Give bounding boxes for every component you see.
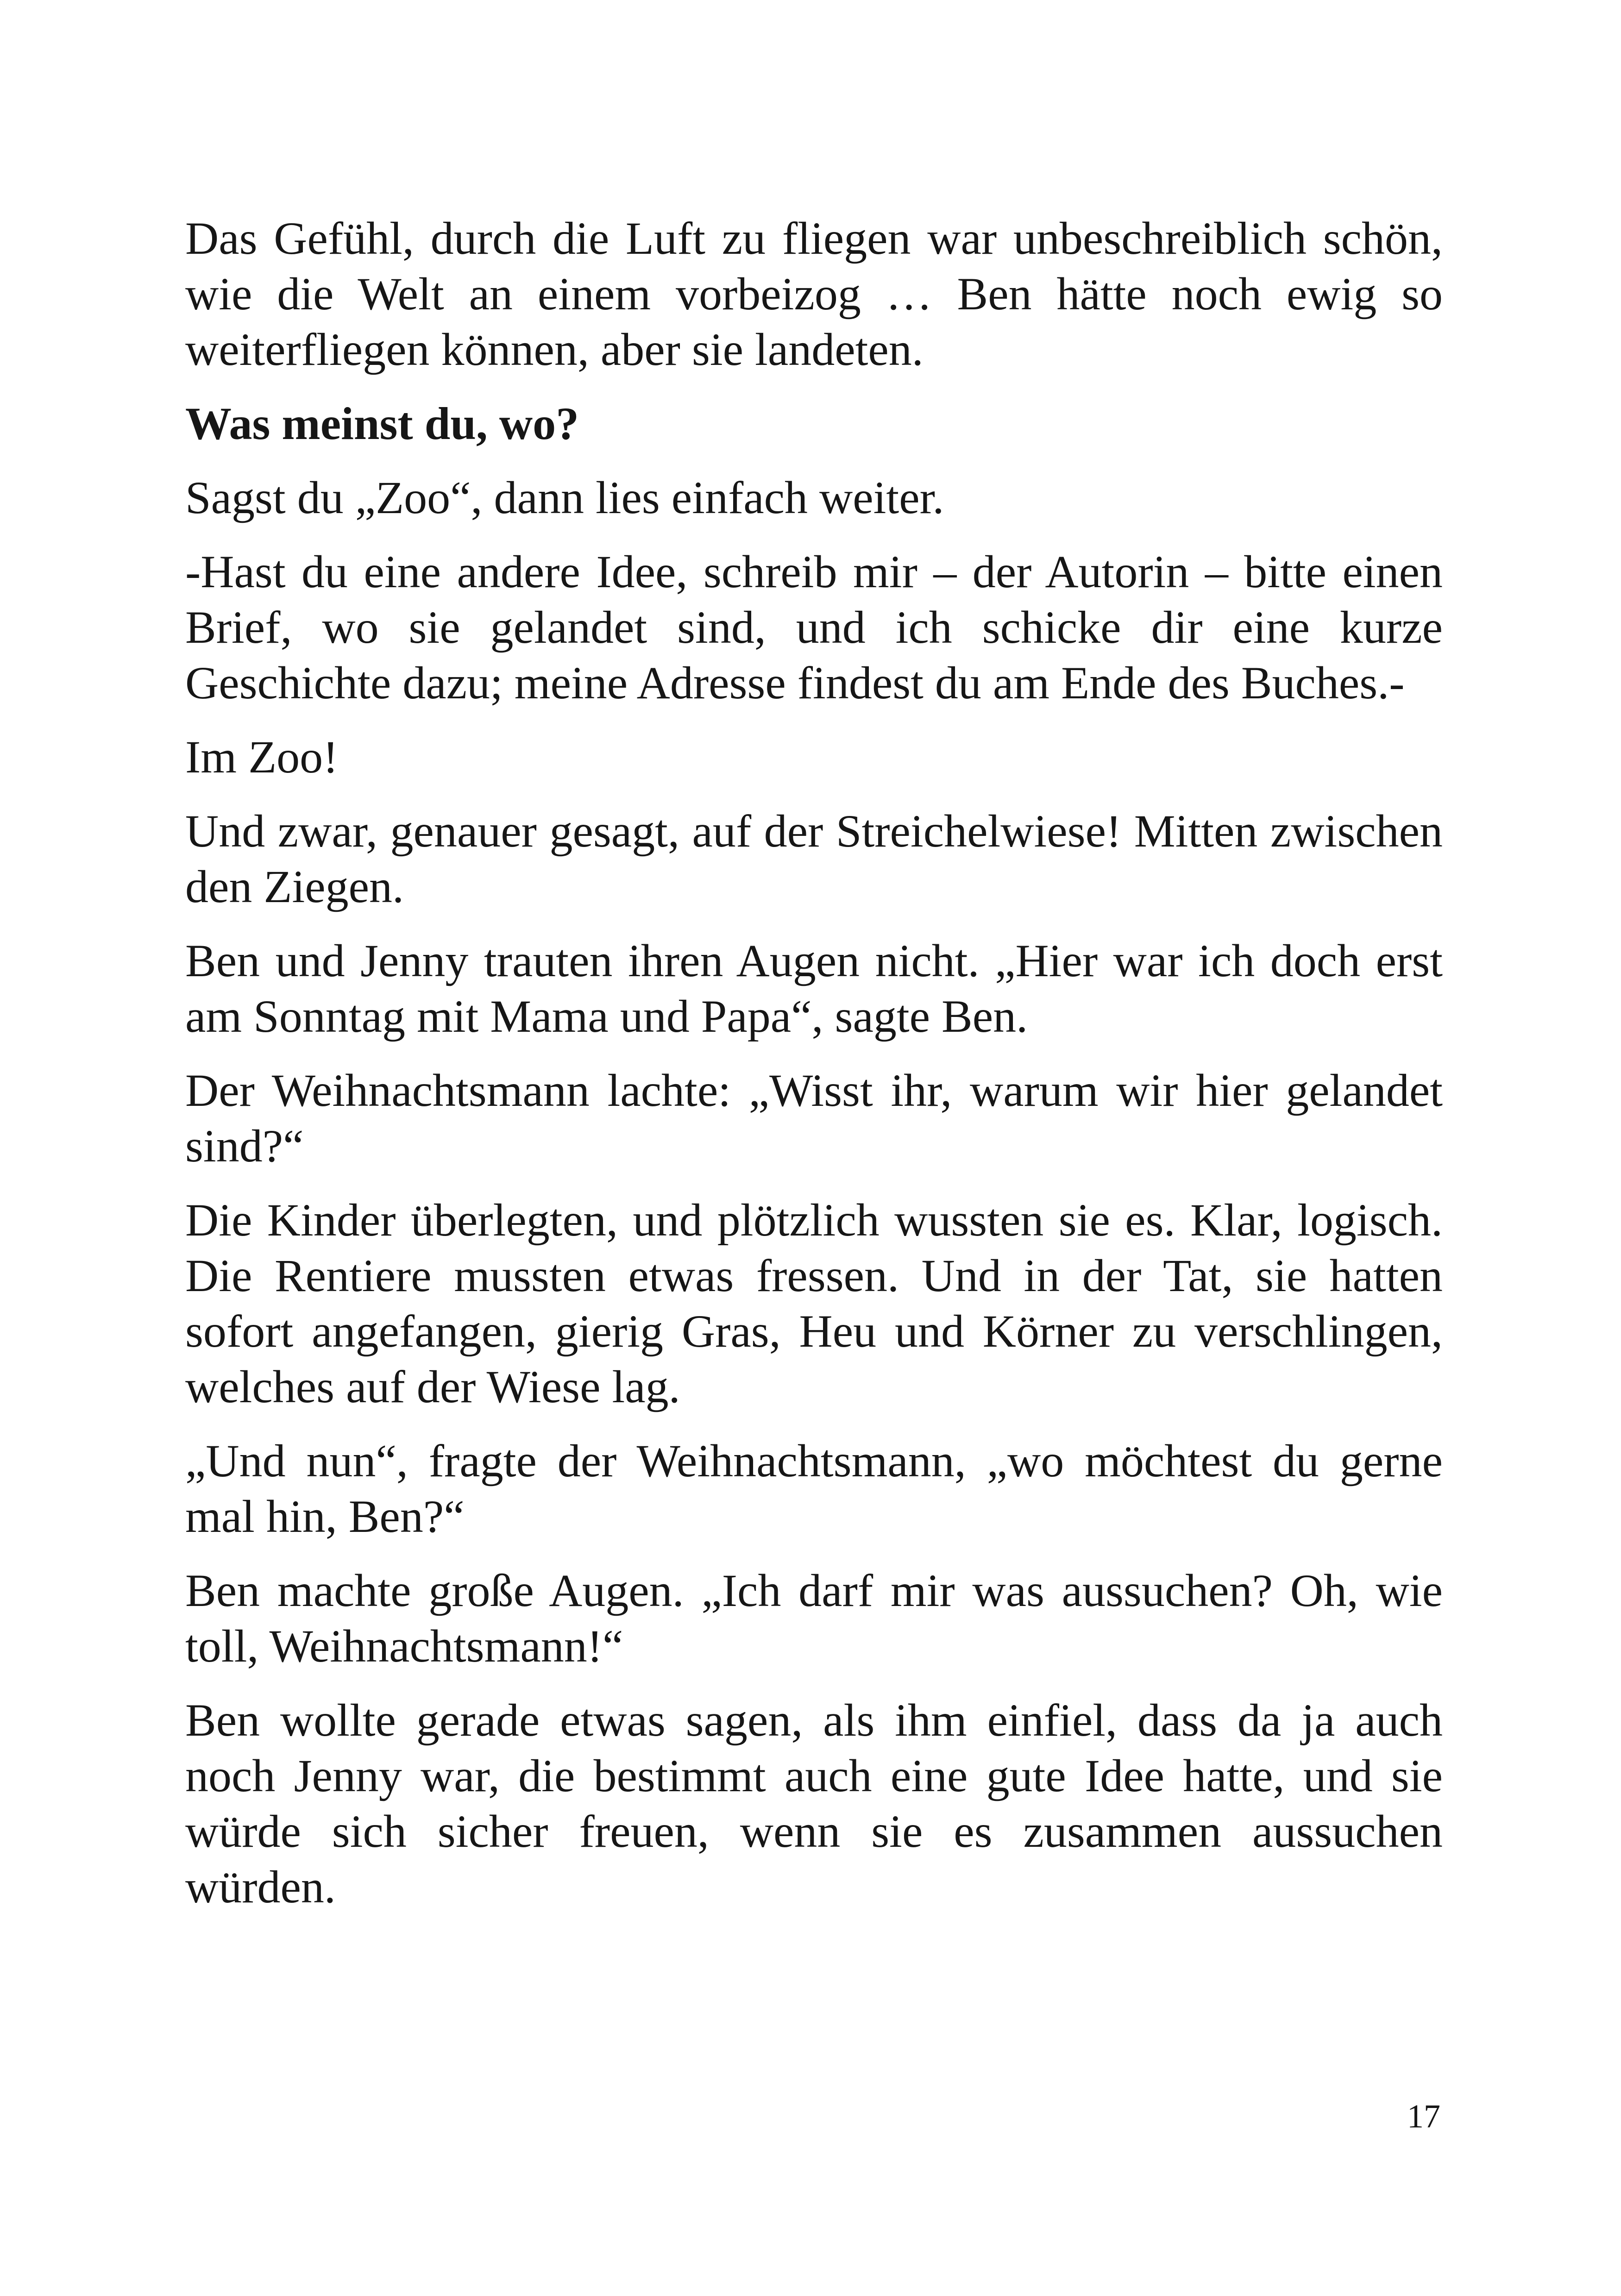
paragraph: Im Zoo!: [185, 731, 339, 783]
paragraph: „Und nun“, fragte der Weihnachtsmann, „wo möchtest du gerne mal hin, Ben?“: [185, 1435, 1443, 1542]
body-text: [185, 211, 1443, 1933]
paragraph: Ben machte große Augen. „Ich darf mir was aussuchen? Oh, wie toll, Weihnachtsmann!“: [185, 1565, 1443, 1672]
paragraph: Sagst du „Zoo“, dann lies einfach weiter.: [185, 472, 944, 523]
paragraph: Die Kinder überlegten, und plötzlich wussten sie es. Klar, logisch. Die Rentiere mussten etwas fressen. Und in der Tat, sie hatten sofort angefangen, gierig Gras, Heu und Körner zu verschlingen, welches auf der Wiese lag.: [185, 1194, 1443, 1412]
paragraph: Der Weihnachtsmann lachte: „Wisst ihr, warum wir hier gelandet sind?“: [185, 1065, 1443, 1172]
paragraph: Und zwar, genauer gesagt, auf der Streichelwiese! Mitten zwischen den Ziegen.: [185, 805, 1443, 912]
paragraph: Das Gefühl, durch die Luft zu fliegen war unbeschreiblich schön, wie die Welt an einem vorbeizog … Ben hätte noch ewig so weiterfliegen können, aber sie landeten.: [185, 213, 1443, 375]
paragraph: Ben wollte gerade etwas sagen, als ihm einfiel, dass da ja auch noch Jenny war, die bestimmt auch eine gute Idee hatte, und sie würde sich sicher freuen, wenn sie es zusammen aussuchen würden.: [185, 1694, 1443, 1913]
paragraph: Ben und Jenny trauten ihren Augen nicht. „Hier war ich doch erst am Sonntag mit Mama und Papa“, sagte Ben.: [185, 935, 1443, 1042]
paragraph: -Hast du eine andere Idee, schreib mir – der Autorin – bitte einen Brief, wo sie gelandet sind, und ich schicke dir eine kurze Geschichte dazu; meine Adresse findest du am Ende des Buches.-: [185, 546, 1443, 709]
reader-question: Was meinst du, wo?: [185, 398, 579, 449]
page-number: 17: [1407, 2098, 1440, 2135]
